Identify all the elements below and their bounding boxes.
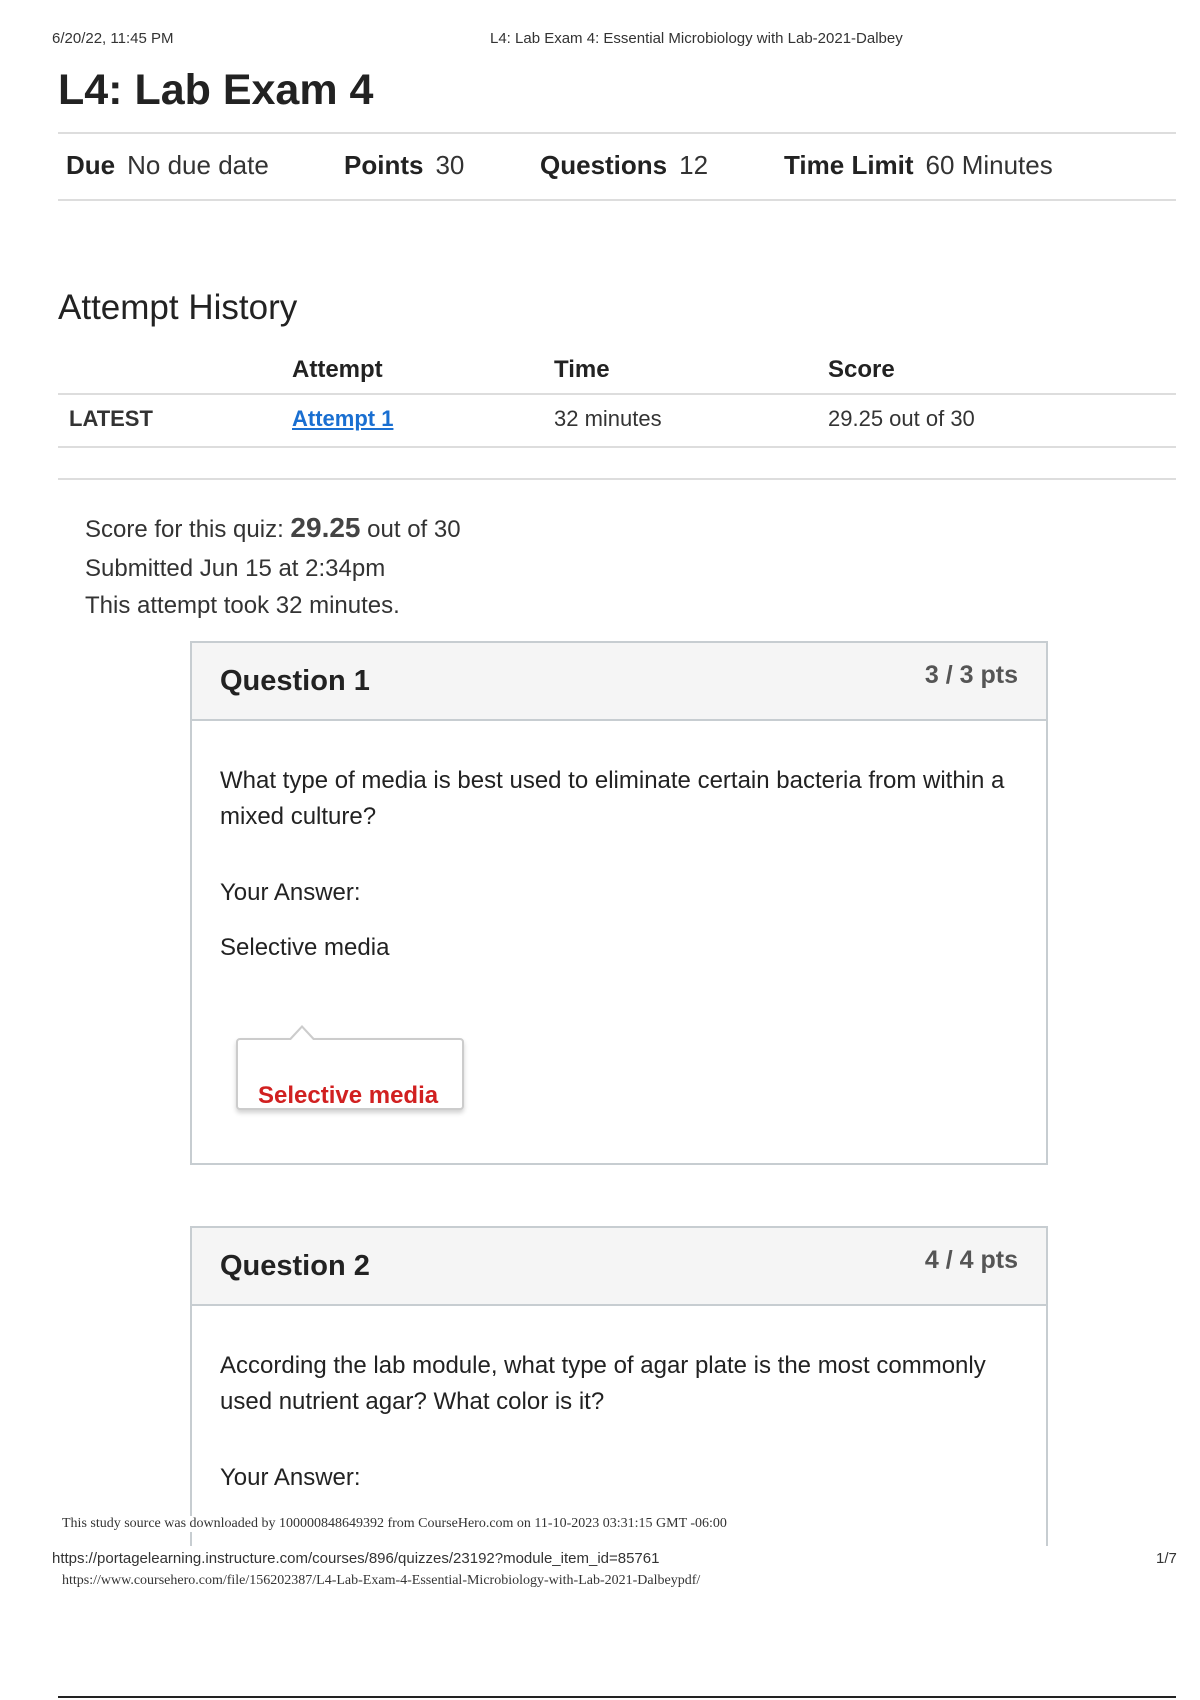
score-cell: 29.25 out of 30 <box>828 406 975 431</box>
coursehero-url: https://www.coursehero.com/file/156202387/L4-Lab-Exam-4-Essential-Microbiology-with-Lab-2021-Dalbeypdf/ <box>62 1573 701 1588</box>
your-answer: Selective media <box>220 934 390 961</box>
divider <box>58 199 1176 201</box>
question-header <box>192 1228 1046 1306</box>
divider <box>58 132 1176 134</box>
submitted-text: Submitted Jun 15 at 2:34pm <box>85 555 386 582</box>
question-title: Question 1 <box>220 665 370 697</box>
meta-value: 60 Minutes <box>925 150 1053 180</box>
footer-url: https://portagelearning.instructure.com/courses/896/quizzes/23192?module_item_id=85761 <box>52 1550 660 1567</box>
duration-text: This attempt took 32 minutes. <box>85 592 400 619</box>
print-datetime: 6/20/22, 11:45 PM <box>52 30 174 47</box>
divider <box>58 478 1176 480</box>
meta-points <box>344 150 464 181</box>
meta-label: Due <box>66 150 116 180</box>
correct-answer: Selective media <box>258 1082 439 1109</box>
meta-label: Questions <box>540 150 668 180</box>
question-header <box>192 643 1046 721</box>
question-card <box>190 641 1048 1165</box>
your-answer-label: Your Answer: <box>220 1464 361 1491</box>
meta-value: No due date <box>127 150 269 180</box>
answer-callout <box>236 1038 464 1110</box>
question-title: Question 2 <box>220 1250 370 1282</box>
question-points: 3 / 3 pts <box>924 661 1018 689</box>
page-number: 1/7 <box>1156 1550 1177 1567</box>
table-divider <box>58 393 1176 395</box>
score-value: 29.25 <box>290 512 361 543</box>
attempt-link[interactable]: Attempt 1 <box>292 406 394 431</box>
latest-tag: LATEST <box>69 406 153 431</box>
page-title: L4: Lab Exam 4 <box>58 66 374 114</box>
column-header-time: Time <box>554 356 610 383</box>
quiz-score <box>85 512 461 544</box>
bottom-rule <box>58 1696 1176 1698</box>
meta-value: 30 <box>435 150 465 180</box>
meta-label: Points <box>344 150 424 180</box>
question-text: What type of media is best used to eliminate certain bacteria from within a mixed culture? <box>220 767 1005 830</box>
question-card <box>190 1226 1048 1546</box>
column-header-attempt: Attempt <box>292 356 383 383</box>
table-divider <box>58 446 1176 448</box>
score-prefix: Score for this quiz: <box>85 516 284 543</box>
your-answer-label: Your Answer: <box>220 879 361 906</box>
attempt-history-title: Attempt History <box>58 288 298 327</box>
meta-questions <box>540 150 708 181</box>
meta-label: Time Limit <box>784 150 914 180</box>
question-points: 4 / 4 pts <box>924 1246 1018 1274</box>
print-doc-title: L4: Lab Exam 4: Essential Microbiology with Lab-2021-Dalbey <box>490 30 903 47</box>
question-text: According the lab module, what type of agar plate is the most commonly used nutrient agar? What color is it? <box>220 1352 986 1415</box>
column-header-score: Score <box>828 356 895 383</box>
score-suffix: out of 30 <box>367 516 461 543</box>
meta-value: 12 <box>679 150 709 180</box>
time-cell: 32 minutes <box>554 406 662 431</box>
attempt-cell <box>292 406 393 432</box>
download-note: This study source was downloaded by 100000848649392 from CourseHero.com on 11-10-2023 03:31:15 GMT -06:00 <box>62 1516 731 1532</box>
meta-time-limit <box>784 150 1053 181</box>
meta-due <box>66 150 269 181</box>
